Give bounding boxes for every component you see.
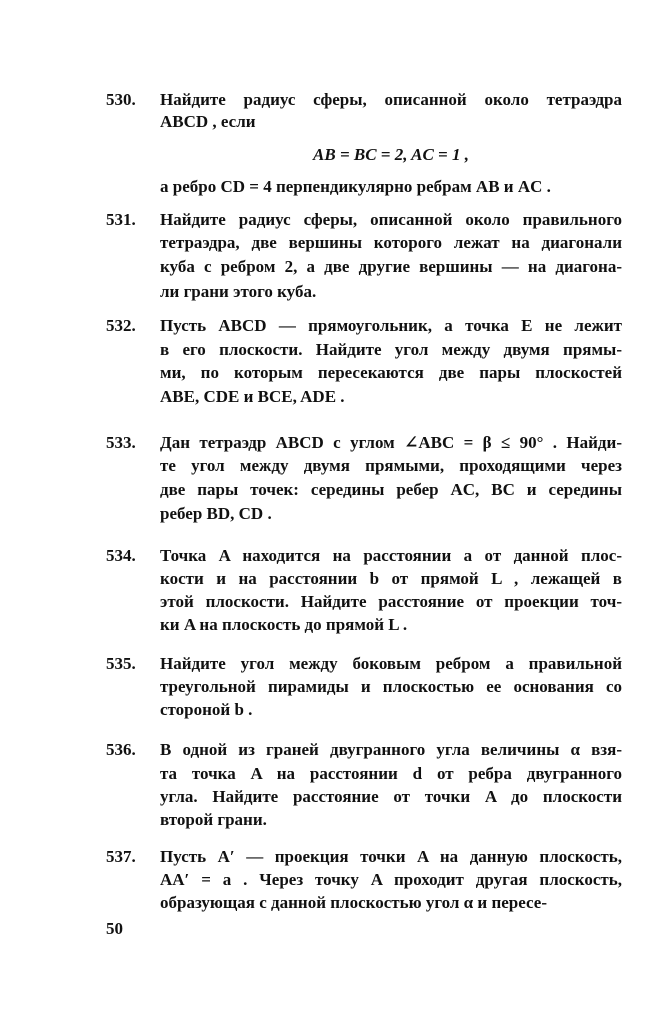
- problem-text-line: ли грани этого куба.: [160, 282, 317, 301]
- problem-text-line: Точка A находится на расстоянии a от данной плос-: [160, 546, 622, 565]
- problem-text-line: две пары точек: середины ребер AC, BC и середины: [160, 480, 622, 499]
- problem-text-line: куба с ребром 2, а две другие вершины — на диагона-: [160, 257, 622, 276]
- problem-text-line: ки A на плоскость до прямой L .: [160, 615, 408, 634]
- problem-text-line: стороной b .: [160, 700, 253, 719]
- problem-text-line: Найдите радиус сферы, описанной около правильного: [160, 210, 622, 229]
- page-number: 50: [106, 919, 123, 938]
- problem-text-line: тетраэдра, две вершины которого лежат на диагонали: [160, 233, 622, 252]
- problem-text-line: те угол между двумя прямыми, проходящими через: [160, 456, 622, 475]
- problem-number: 531.: [106, 210, 136, 229]
- problem-text-line: та точка A на расстоянии d от ребра двугранного: [160, 764, 622, 783]
- problem-text-line: ребер BD, CD .: [160, 504, 272, 523]
- problem-text-line: AA′ = a . Через точку A проходит другая плоскость,: [160, 870, 622, 889]
- problem-number: 534.: [106, 546, 136, 565]
- problem-text-line: AB = BC = 2, AC = 1 ,: [313, 145, 469, 164]
- problem-text-line: Пусть ABCD — прямоугольник, а точка E не лежит: [160, 316, 622, 335]
- problem-text-line: Найдите радиус сферы, описанной около тетраэдра: [160, 90, 622, 109]
- problem-text-line: этой плоскости. Найдите расстояние от проекции точ-: [160, 592, 622, 611]
- problem-number: 537.: [106, 847, 136, 866]
- problem-text-line: ми, по которым пересекаются две пары плоскостей: [160, 363, 622, 382]
- problem-text-line: второй грани.: [160, 810, 267, 829]
- problem-text-line: Найдите угол между боковым ребром a правильной: [160, 654, 622, 673]
- problem-text-line: треугольной пирамиды и плоскостью ее основания со: [160, 677, 622, 696]
- problem-text-line: Пусть A′ — проекция точки A на данную плоскость,: [160, 847, 622, 866]
- problem-text-line: в его плоскости. Найдите угол между двумя прямы-: [160, 340, 622, 359]
- problem-text-line: ABCD , если: [160, 112, 256, 131]
- problem-number: 536.: [106, 740, 136, 759]
- problem-number: 535.: [106, 654, 136, 673]
- problem-number: 532.: [106, 316, 136, 335]
- problem-number: 530.: [106, 90, 136, 109]
- problem-text-line: а ребро CD = 4 перпендикулярно ребрам AB и AC .: [160, 177, 551, 196]
- problem-text-line: угла. Найдите расстояние от точки A до плоскости: [160, 787, 622, 806]
- problem-number: 533.: [106, 433, 136, 452]
- problem-text-line: кости и на расстоянии b от прямой L , лежащей в: [160, 569, 622, 588]
- problem-text-line: ABE, CDE и BCE, ADE .: [160, 387, 345, 406]
- problem-text-line: образующая с данной плоскостью угол α и пересе-: [160, 893, 547, 912]
- problem-text-line: В одной из граней двугранного угла величины α взя-: [160, 740, 622, 759]
- problem-text-line: Дан тетраэдр ABCD с углом ∠ABC = β ≤ 90° . Найди-: [160, 433, 622, 452]
